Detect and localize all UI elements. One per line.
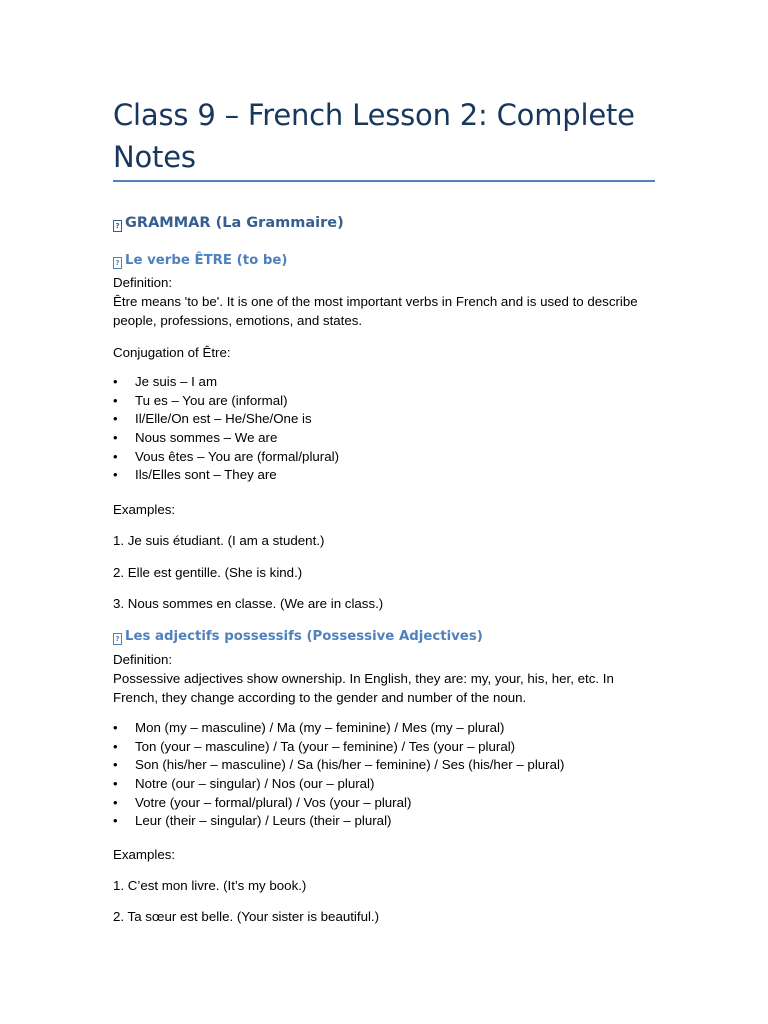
bullet: • <box>113 467 118 483</box>
bullet: • <box>113 776 118 792</box>
list-item: • Mon (my – masculine) / Ma (my – feminine) / Mes (my – plural) <box>113 719 655 738</box>
etre-definition-label: Definition: <box>113 275 173 290</box>
list-item: • Ton (your – masculine) / Ta (your – feminine) / Tes (your – plural) <box>113 738 655 757</box>
subheading-possessive-label: Les adjectifs possessifs (Possessive Adjectives) <box>125 629 483 644</box>
subheading-etre <box>113 251 287 271</box>
possessive-example-2: 2. Ta sœur est belle. (Your sister is beautiful.) <box>113 909 380 924</box>
bullet: • <box>113 374 118 389</box>
possessive-example-1: 1. C’est mon livre. (It’s my book.) <box>113 878 307 893</box>
square-glyph-icon: ? <box>113 220 122 232</box>
etre-example-3: 3. Nous sommes en classe. (We are in class.) <box>113 596 384 611</box>
possessive-adjectives-list <box>113 719 655 831</box>
list-item: • Leur (their – singular) / Leurs (their – plural) <box>113 812 655 831</box>
square-glyph-icon: ? <box>113 633 122 645</box>
list-item: • Tu es – You are (informal) <box>113 392 655 411</box>
list-item: • Je suis – I am <box>113 373 655 392</box>
etre-conjugation-label: Conjugation of Être: <box>113 345 231 360</box>
etre-definition-text: Être means 'to be'. It is one of the most important verbs in French and is used to describe people, professions, emotions, and states. <box>113 294 638 328</box>
bullet: • <box>113 757 118 773</box>
etre-conjugation-list <box>113 373 655 485</box>
section-heading-grammar <box>113 213 344 233</box>
bullet: • <box>113 448 118 464</box>
etre-example-1: 1. Je suis étudiant. (I am a student.) <box>113 533 325 548</box>
list-item: • Nous sommes – We are <box>113 429 655 448</box>
list-item: • Son (his/her – masculine) / Sa (his/her – feminine) / Ses (his/her – plural) <box>113 756 655 775</box>
bullet: • <box>113 794 118 810</box>
etre-example-2: 2. Elle est gentille. (She is kind.) <box>113 565 303 580</box>
list-item: • Ils/Elles sont – They are <box>113 466 655 485</box>
possessive-examples-label: Examples: <box>113 847 176 862</box>
subheading-possessive <box>113 627 483 647</box>
list-item: • Il/Elle/On est – He/She/One is <box>113 410 655 429</box>
bullet: • <box>113 738 118 754</box>
bullet: • <box>113 430 118 446</box>
section-heading-grammar-label: GRAMMAR (La Grammaire) <box>125 215 344 231</box>
possessive-definition-text: Possessive adjectives show ownership. In English, they are: my, your, his, her, etc. In French, they change according to the gender and number of the noun. <box>113 671 614 705</box>
subheading-etre-label: Le verbe ÊTRE (to be) <box>125 253 288 268</box>
list-item: • Vous êtes – You are (formal/plural) <box>113 448 655 467</box>
list-item: • Votre (your – formal/plural) / Vos (your – plural) <box>113 794 655 813</box>
bullet: • <box>113 411 118 427</box>
bullet: • <box>113 720 118 735</box>
square-glyph-icon: ? <box>113 257 122 269</box>
list-item: • Notre (our – singular) / Nos (our – plural) <box>113 775 655 794</box>
bullet: • <box>113 392 118 408</box>
bullet: • <box>113 813 118 829</box>
etre-examples-label: Examples: <box>113 502 176 517</box>
title-underline <box>113 180 655 182</box>
possessive-definition-label: Definition: <box>113 652 173 667</box>
page-title: Class 9 – French Lesson 2: Complete Notes <box>113 98 635 174</box>
